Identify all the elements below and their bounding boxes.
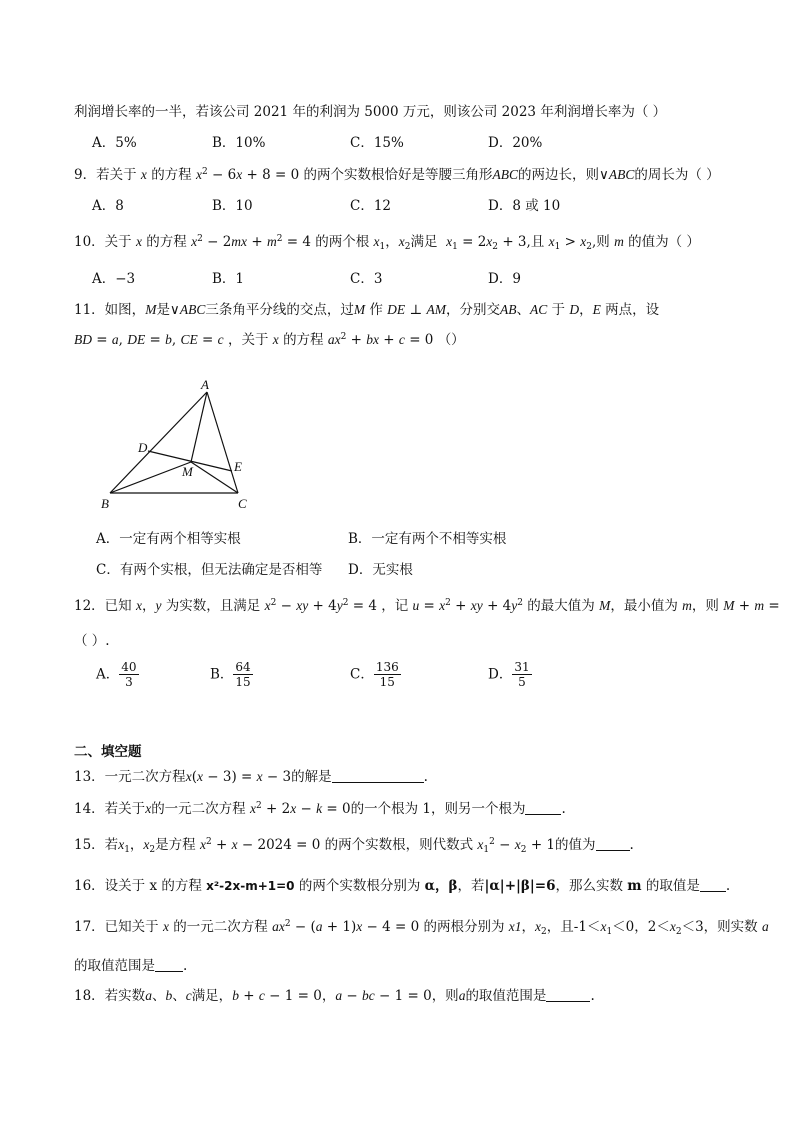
q13-stem: 13．一元二次方程x(x − 3) = x − 3的解是 . <box>74 769 428 785</box>
q18-stem: 18．若实数a、b、c满足，b + c − 1 = 0，a − bc − 1 = 0，则a的取值范围是 . <box>74 988 595 1004</box>
q17-stem-line1: 17．已知关于 x 的一元二次方程 $ax^2 - (a + 1)x - 4 = 0$ 的两根分别为 x1，$x_2$，且$-1<x_1<0$，$2<x_2<3$，则实数 a <box>74 919 769 937</box>
q9-stem: 9．若关于 x 的方程 $x^2 - 6x + 8 = 0$ 的两个实数根恰好是等腰三角形ABC的两边长，则∨ABC的周长为（ ） <box>74 167 720 183</box>
q10-option-a: A．−3 <box>92 271 136 287</box>
q9-option-d: D．8 或 10 <box>488 198 561 214</box>
segment-bm <box>110 462 191 493</box>
q11-option-b: B．一定有两个不相等实根 <box>348 531 507 547</box>
q14-answer-blank[interactable] <box>525 800 561 815</box>
q15-stem: 15．若$x_1$，$x_2$是方程 $x^2 + x - 2024 = 0$ 的两个实数根，则代数式 $x_1^2 - x_2 + 1$的值为 . <box>74 837 634 855</box>
q10-option-c: C．3 <box>350 271 383 287</box>
q11-option-a: A．一定有两个相等实根 <box>96 531 241 547</box>
q10-option-d: D．9 <box>488 271 521 287</box>
edge-ac <box>207 392 238 493</box>
section-title-fill-in: 二、填空题 <box>74 744 142 760</box>
q12-stem-line2: （ ）. <box>74 633 110 649</box>
q11-stem-line2: BD = a, DE = b, CE = c ，关于 x 的方程 $ax^2$ + bx + c = 0 （） <box>74 332 465 348</box>
q9-option-b: B．10 <box>212 198 253 214</box>
q9-option-c: C．12 <box>350 198 392 214</box>
q11-option-c: C．有两个实根，但无法确定是否相等 <box>96 562 323 578</box>
q14-stem: 14．若关于x的一元二次方程 $x^2 + 2x - k = 0$的一个根为 1，则另一个根为 . <box>74 801 566 817</box>
segment-am <box>191 392 207 462</box>
label-e: E <box>234 459 242 474</box>
q9-option-a: A．8 <box>92 198 124 214</box>
label-m: M <box>182 464 193 479</box>
q12-option-d: D． $\frac{31}{5}$ <box>488 660 530 689</box>
q12-option-b: B． $\frac{64}{15}$ <box>210 660 251 689</box>
q8-option-d: D．20% <box>488 135 543 151</box>
triangle-figure <box>96 372 266 517</box>
q18-answer-blank[interactable] <box>546 987 590 1002</box>
q12-stem-line1: 12．已知 x，y 为实数，且满足 $x^2$ − xy + $4y^2 = 4$ ，记 $u = x^2$ + xy + $4y^2$ 的最大值为 M，最小值为 m，则 M + m = <box>74 598 780 614</box>
q13-answer-blank[interactable] <box>332 768 424 783</box>
q8-stem-text: 利润增长率的一半，若该公司 2021 年的利润为 5000 万元，则该公司 2023 年利润增长率为（ ） <box>74 104 667 120</box>
q12-option-a: A． $\frac{40}{3}$ <box>96 660 137 689</box>
q8-stem <box>74 103 666 121</box>
q15-answer-blank[interactable] <box>596 836 630 851</box>
q16-answer-blank[interactable] <box>700 877 726 892</box>
q8-option-c: C．15% <box>350 135 404 151</box>
q10-stem: 10．关于 x 的方程 $x^2 - 2mx + m^2 = 4$ 的两个根 $x_1$，$x_2$满足 $x_1 = 2x_2 + 3$,且 $x_1 > x_2$,则 m 的值为（ ） <box>74 234 700 252</box>
q10-option-b: B．1 <box>212 271 245 287</box>
q17-answer-blank[interactable] <box>155 957 183 972</box>
q12-option-c: C． $\frac{136}{15}$ <box>350 660 399 689</box>
q8-option-a: A．5% <box>92 135 137 151</box>
q8-option-b: B．10% <box>212 135 266 151</box>
q17-stem-line2: 的取值范围是 . <box>74 958 188 974</box>
label-c: C <box>238 496 247 511</box>
label-b: B <box>101 496 109 511</box>
q11-option-d: D．无实根 <box>348 562 413 578</box>
label-a: A <box>201 377 209 392</box>
label-d: D <box>138 440 148 455</box>
q16-stem: 16．设关于 x 的方程 x²-2x-m+1=0 的两个实数根分别为 α，β，若|α|+|β|=6，那么实数 m 的取值是 . <box>74 878 731 894</box>
q11-stem-line1: 11．如图，M是∨ABC三条角平分线的交点，过M 作 DE ⊥ AM，分别交AB、AC 于 D，E 两点，设 <box>74 302 660 318</box>
